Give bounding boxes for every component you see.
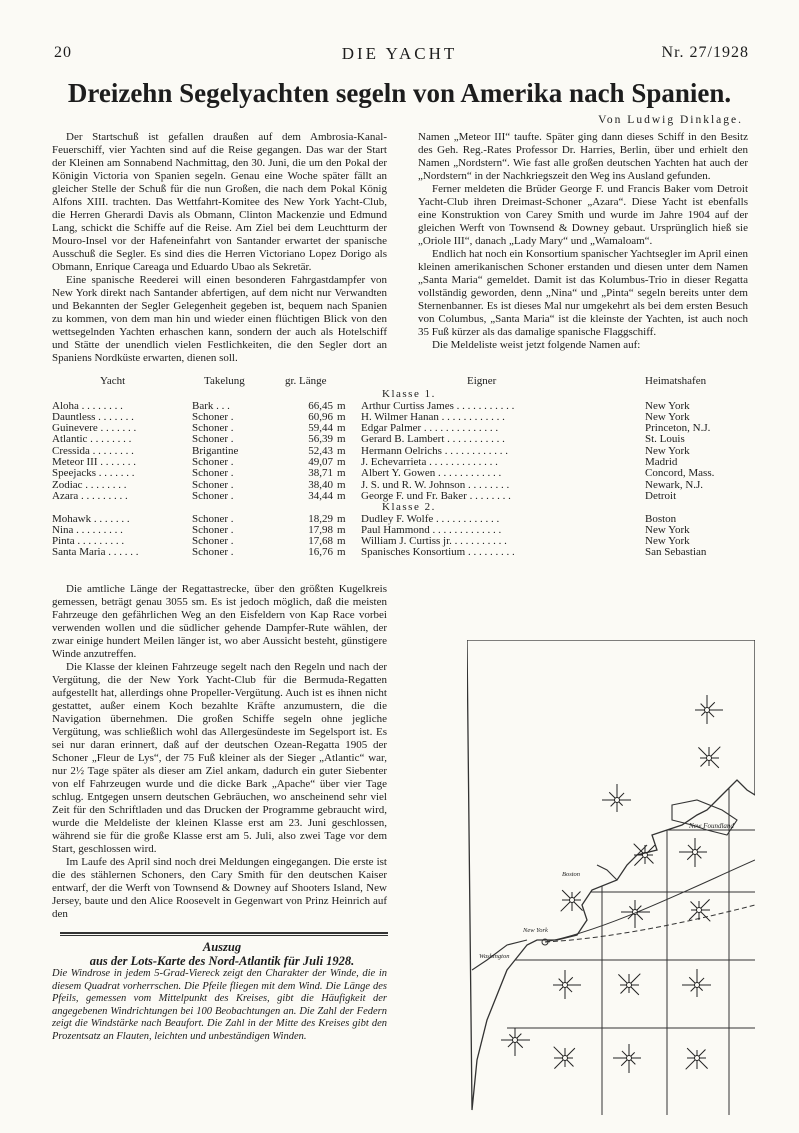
- wind-arrow: [567, 977, 573, 983]
- cell-unit: m: [337, 535, 346, 548]
- header-rig: Takelung: [204, 375, 245, 387]
- cell-owner: Gerard B. Lambert . . . . . . . . . . .: [361, 433, 505, 446]
- cell-port: New York: [645, 523, 690, 536]
- wind-rose-center: [627, 1056, 632, 1061]
- cell-yacht: Pinta . . . . . . . . .: [52, 535, 125, 548]
- cell-length: 17,98: [308, 523, 333, 536]
- wind-arrow: [559, 987, 563, 991]
- cell-length: 56,39: [308, 433, 333, 446]
- cell-length: 49,07: [308, 456, 333, 469]
- wind-arrow: [634, 857, 643, 866]
- wind-arrow: [567, 1048, 575, 1056]
- wind-arrow: [554, 1047, 564, 1057]
- wind-arrow: [699, 1050, 706, 1057]
- cell-rig: Bark . . .: [192, 399, 230, 412]
- wind-arrow: [509, 1034, 513, 1038]
- cell-port: Concord, Mass.: [645, 467, 715, 480]
- cell-yacht: Atlantic . . . . . . . .: [52, 433, 132, 446]
- cell-owner: Paul Hammond . . . . . . . . . . . . .: [361, 523, 502, 536]
- cell-owner: William J. Curtiss jr. . . . . . . . . . .: [361, 535, 507, 548]
- cell-unit: m: [337, 489, 346, 502]
- wind-arrow: [691, 987, 696, 992]
- wind-arrow: [631, 974, 641, 984]
- table-row: [52, 547, 752, 558]
- wind-arrow: [629, 906, 633, 910]
- wind-arrow: [618, 974, 627, 983]
- class-label-row: [52, 502, 752, 513]
- cell-rig: Brigantine: [192, 444, 239, 457]
- wind-rose-center: [563, 1056, 568, 1061]
- cell-unit: m: [337, 410, 346, 423]
- cell-unit: m: [337, 433, 346, 446]
- wind-rose-center: [627, 983, 632, 988]
- paragraph: Der Startschuß ist gefallen draußen auf dem Ambrosia-Kanal-Feuerschiff, vier Yachten sind auf die Reise gegangen. Das war der Start der Kleinen am Sonnabend Nachmittag, den 30. Juni, die um den Pokal der Königin Victoria von Spanien segeln. Genau eine Woche später fällt an gleicher Stelle der Schuß für die nun Großen, die nach dem Pokal König Alfons XIII. trachten. Das Wettfahrt-Komitee des New York Yacht-Club, die Herren Gherardi Davis als Obmann, Clinton Mackenzie und Edmund Lang, schickt die Schiffe auf die Reise. Am Ziel bei dem Leuchtturm der Mouro-Insel vor der Hafeneinfahrt von Santander erwartet der spanische Ausschuß die Segler. Es sind dies die Herren Victoriano Lopez Dorigo als Obmann, Enrique Careaga und Eduardo Ubao als Sekretär.: [52, 131, 387, 273]
- cell-rig: Schoner .: [192, 456, 234, 469]
- cell-port: New York: [645, 410, 690, 423]
- column-left-top: [52, 131, 387, 365]
- article-title: Dreizehn Segelyachten segeln von Amerika nach Spanien.: [67, 78, 732, 108]
- wind-arrow: [686, 1060, 696, 1070]
- wind-arrow: [689, 912, 697, 920]
- cell-yacht: Speejacks . . . . . . .: [52, 467, 135, 480]
- entry-list-table: [52, 376, 752, 559]
- cell-yacht: Cressida . . . . . . . .: [52, 444, 134, 457]
- wind-arrow: [687, 1048, 695, 1056]
- cell-yacht: Dauntless . . . . . . .: [52, 410, 134, 423]
- cell-unit: m: [337, 456, 346, 469]
- cell-length: 66,45: [308, 399, 333, 412]
- class1-label: Klasse 1.: [382, 388, 436, 401]
- paragraph: Ferner meldeten die Brüder George F. und Francis Baker vom Detroit Yacht-Club ihren Dreimast-Schoner „Azara“. Diese Yacht ist ebenfalls eine Konstruktion von Carey Smith und wurde im Jahre 1904 auf der gleichen Werft von Townsend & Downey gebaut. Ursprünglich hieß sie „Oriole III“, danach „Lady Mary“ und „Wamaloam“.: [418, 183, 748, 247]
- wind-arrow: [517, 1042, 523, 1048]
- paragraph: Die Meldeliste weist jetzt folgende Namen auf:: [432, 339, 641, 351]
- cell-owner: J. Echevarrieta . . . . . . . . . . . . .: [361, 456, 498, 469]
- cell-rig: Schoner .: [192, 489, 234, 502]
- wind-arrow: [689, 977, 695, 983]
- wind-arrow: [697, 846, 701, 850]
- paragraph: Die Klasse der kleinen Fahrzeuge segelt nach den Regeln und nach der Vergütung, die der New York Yacht-Club für die Bermuda-Regatten aufgestellt hat, allerdings ohne Propeller-Vergütung. Auch ist es ihnen nicht gestattet, außer einem Koch bezahlte Kräfte anzumustern, die die Navigation übernehmen. Die großen Schiffe segeln ohne jegliche Vergütung, was schließlich wohl das Allergesündeste im Segelsport ist. Es sei nur daran erinnert, daß auf der deutschen Ozean-Regatta 1905 der Schoner „Fleur de Lys“, der 75 Fuß kleiner als der Sieger „Atlantic“ war, nur 2½ Tage später als dieser am Ziel ankam, dadurch ein guter Siebenter von elf Fahrzeugen wurde und die dicke Bark „Apache“ über vier Tage schlug. Entgegen unsern deutschen Gebräuchen, wo anscheinend sehr viel Zeit für den Schriftladen und das Drucken der Programme gebraucht wird, wurde die Meldeliste der kleinen Klasse erst am 23. Juni geschlossen, während sie für die große Klasse erst am 5. Juli, also zwei Tage vor dem Start, geschlossen wird.: [52, 661, 387, 855]
- wind-arrow: [631, 1060, 636, 1065]
- cell-port: Princeton, N.J.: [645, 422, 711, 435]
- wind-arrow: [699, 978, 704, 983]
- class-label-row: [52, 389, 752, 400]
- wind-arrow: [631, 987, 639, 995]
- cell-port: New York: [645, 444, 690, 457]
- wind-arrow: [567, 1060, 574, 1067]
- wind-arrow: [688, 845, 693, 850]
- cell-length: 16,76: [308, 546, 333, 559]
- column-left-bottom: [52, 583, 387, 921]
- cell-unit: m: [337, 478, 346, 491]
- cell-unit: m: [337, 399, 346, 412]
- cell-port: New York: [645, 399, 690, 412]
- paragraph: Eine spanische Reederei will einen besonderen Fahrgastdampfer von New York direkt nach Santander abfertigen, auf dem nicht nur Verwandten und Bekannten der Segler Gelegenheit gegeben ist, bequem nach Spanien zu kommen, von dem man hin und wieder einen flüchtigen Blick von den wettsegelnden Yachten erhaschen kann, sondern der auch als Hotelschiff und Stätte der unendlich vielen Festlichkeiten, die den Segler dort an Spaniens Nordküste erwarten, dienen soll.: [52, 274, 387, 364]
- cell-yacht: Mohawk . . . . . . .: [52, 512, 130, 525]
- cell-length: 18,29: [308, 512, 333, 525]
- paragraph: Endlich hat noch ein Konsortium spanischer Yachtsegler im April einen kleinen amerikanischen Schoner erstanden und diesen unter dem Namen „Santa Maria“ gemeldet. Damit ist das Kolumbus-Trio in dieser Regatta vollständig geworden, denn „Nina“ und „Pinta“ segeln bereits unter dem Sternenbanner. Es ist dieses Mal nur umgekehrt als bei dem ersten Besuch von Columbus, „Santa Maria“ ist die kleinste der Yachten, ist auch noch 35 Fuß kürzer als das damalige spanische Flaggschiff.: [418, 248, 748, 338]
- box-heading-line1: Auszug: [202, 940, 242, 954]
- cell-unit: m: [337, 422, 346, 435]
- article-author: Von Ludwig Dinklage.: [598, 114, 743, 126]
- cell-yacht: Meteor III . . . . . . .: [52, 456, 137, 469]
- wind-arrow: [554, 1060, 563, 1069]
- journal-title: DIE YACHT: [341, 44, 458, 63]
- wind-arrow: [621, 1060, 627, 1066]
- wind-rose-center: [695, 983, 700, 988]
- cell-length: 38,40: [308, 478, 333, 491]
- cell-rig: Schoner .: [192, 467, 234, 480]
- cell-rig: Schoner .: [192, 535, 234, 548]
- table-header-row: [52, 376, 752, 389]
- cell-owner: Arthur Curtiss James . . . . . . . . . . .: [361, 399, 515, 412]
- wind-arrow: [508, 1042, 513, 1047]
- cell-owner: H. Wilmer Hanan . . . . . . . . . . . .: [361, 410, 505, 423]
- wind-arrow: [647, 857, 654, 864]
- table-row: [52, 468, 752, 479]
- cell-rig: Schoner .: [192, 410, 234, 423]
- cell-port: Boston: [645, 512, 677, 525]
- divider: [60, 932, 388, 934]
- label-newfoundland: New Foundland: [689, 822, 734, 830]
- header-yacht: Yacht: [100, 375, 126, 387]
- cell-yacht: Nina . . . . . . . . .: [52, 523, 123, 536]
- wind-arrow: [697, 854, 702, 859]
- header-owner: Eigner: [467, 375, 497, 387]
- cell-port: St. Louis: [645, 433, 685, 446]
- paragraph: Die amtliche Länge der Regattastrecke, über den größten Kugelkreis gemessen, beträgt genau 3055 sm. Es ist jedoch möglich, daß die meisten Fahrzeuge den gefährlichen Weg an den Eisfeldern von Kap Race vorbei verwenden wollen und die südlicher gehende Dampfer-Rute wählen, der zwar einige hundert Meilen länger ist, wo aber Aussicht besteht, günstigere Winde anzutreffen.: [52, 583, 387, 660]
- cell-rig: Schoner .: [192, 512, 234, 525]
- cell-length: 34,44: [308, 489, 333, 502]
- cell-unit: m: [337, 546, 346, 559]
- column-right-top: [418, 131, 748, 352]
- wind-arrow: [622, 1051, 627, 1056]
- cell-owner: Hermann Oelrichs . . . . . . . . . . . .: [361, 444, 508, 457]
- wind-arrow: [637, 914, 643, 920]
- header-length: gr. Länge: [285, 375, 327, 387]
- wind-arrow: [517, 1034, 522, 1039]
- cell-unit: m: [337, 523, 346, 536]
- cell-owner: Dudley F. Wolfe . . . . . . . . . . . .: [361, 512, 500, 525]
- cell-length: 17,68: [308, 535, 333, 548]
- cell-port: San Sebastian: [645, 546, 707, 559]
- wind-chart-map: [467, 640, 755, 1115]
- wind-arrow: [637, 906, 642, 911]
- wind-arrow: [631, 1052, 635, 1056]
- cell-yacht: Guinevere . . . . . . .: [52, 422, 137, 435]
- cell-rig: Schoner .: [192, 546, 234, 559]
- wind-rose-center: [513, 1038, 518, 1043]
- cell-unit: m: [337, 512, 346, 525]
- wind-rose-center: [695, 1056, 700, 1061]
- cell-length: 59,44: [308, 422, 333, 435]
- wind-arrow: [567, 987, 572, 992]
- label-newyork: New York: [523, 927, 548, 934]
- cell-yacht: Aloha . . . . . . . .: [52, 399, 123, 412]
- paragraph: Im Laufe des April sind noch drei Meldungen eingegangen. Die erste ist die des stählernen Schoners, den Cary Smith für den deutschen Kaiser entwarf, der die Werft von Townsend & Downey auf Shooters Island, New Jersey, baute und den Alice Roosevelt in Gegenwart von Prinz Heinrich auf den: [52, 856, 387, 920]
- cell-rig: Schoner .: [192, 478, 234, 491]
- wind-arrow: [699, 987, 703, 991]
- cell-unit: m: [337, 467, 346, 480]
- cell-port: Newark, N.J.: [645, 478, 704, 491]
- cell-unit: m: [337, 444, 346, 457]
- wind-arrow: [699, 1060, 708, 1069]
- cell-yacht: Azara . . . . . . . . .: [52, 489, 128, 502]
- cell-owner: Spanisches Konsortium . . . . . . . . .: [361, 546, 515, 559]
- wind-rose-center: [697, 908, 702, 913]
- cell-port: New York: [645, 535, 690, 548]
- wind-arrow: [701, 899, 710, 908]
- cell-owner: Albert Y. Gowen . . . . . . . . . . . .: [361, 467, 502, 480]
- cell-owner: Edgar Palmer . . . . . . . . . . . . . .: [361, 422, 499, 435]
- cell-yacht: Zodiac . . . . . . . .: [52, 478, 127, 491]
- box-text: Die Windrose in jedem 5-Grad-Viereck zeigt den Charakter der Winde, die in diesem Quadrat vorherrschen. Die Pfeile fliegen mit dem Wind. Die Länge des Pfeils, gemessen vom Mittelpunkt des Kreises, gibt die Häufigkeit der angegebenen Windrichtungen bei 100 Beobachtungen an. Die Zahl der Federn zeigt die Windstärke nach Beaufort. Die Zahl in der Mitte des Kreises gibt den Prozentsatz an Flauten, leichten und unbeständigen Winden.: [52, 968, 387, 1042]
- cell-length: 60,96: [308, 410, 333, 423]
- header-port: Heimatshafen: [645, 375, 707, 387]
- cell-owner: George F. und Fr. Baker . . . . . . . .: [361, 489, 511, 502]
- cell-rig: Schoner .: [192, 422, 234, 435]
- wind-arrow: [701, 912, 711, 922]
- cell-rig: Schoner .: [192, 523, 234, 536]
- cell-port: Detroit: [645, 489, 677, 502]
- wind-arrow: [621, 987, 628, 994]
- label-boston: Boston: [562, 871, 581, 878]
- wind-arrow: [691, 902, 698, 909]
- issue-number: Nr. 27/1928: [661, 44, 749, 61]
- page-number: 20: [54, 44, 72, 61]
- box-heading-line2: aus der Lots-Karte des Nord-Atlantik für Juli 1928.: [89, 954, 355, 968]
- box-heading: [52, 940, 392, 968]
- wind-rose-center: [563, 983, 568, 988]
- cell-length: 38,71: [308, 467, 333, 480]
- wind-arrow: [687, 854, 693, 860]
- cell-length: 52,43: [308, 444, 333, 457]
- wind-rose-center: [693, 850, 698, 855]
- cell-rig: Schoner .: [192, 433, 234, 446]
- cell-owner: J. S. und R. W. Johnson . . . . . . . .: [361, 478, 510, 491]
- divider: [60, 935, 388, 936]
- wind-arrow: [559, 979, 564, 984]
- class2-label: Klasse 2.: [382, 501, 436, 514]
- paragraph: Namen „Meteor III“ taufte. Später ging dann dieses Schiff in den Besitz des Geh. Reg.-Rates Professor Dr. Harries, Berlin, über und erhielt den Namen „Nordstern“. Wie fast alle großen deutschen Yachten hat auch der „Nordstern“ in der Nachkriegszeit den Weg ins Ausland gefunden.: [418, 131, 748, 182]
- label-washington: Washington: [479, 953, 510, 960]
- cell-port: Madrid: [645, 456, 678, 469]
- cell-yacht: Santa Maria . . . . . .: [52, 546, 139, 559]
